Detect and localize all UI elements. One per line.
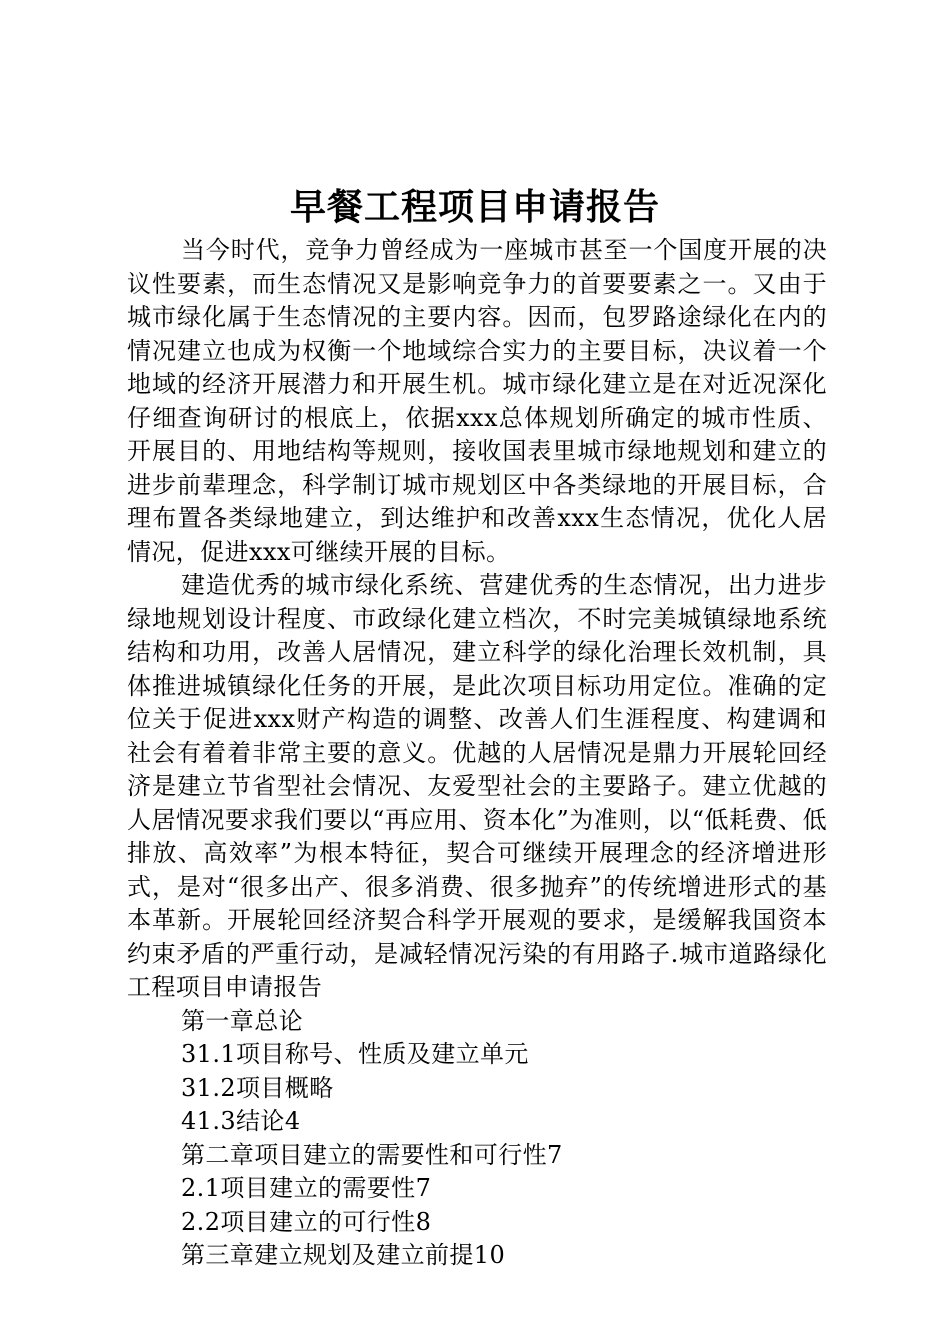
toc-line-1-3: 41.3结论4 <box>181 1107 301 1135</box>
toc-line-chapter-3: 第三章建立规划及建立前提10 <box>181 1241 506 1269</box>
toc-line-chapter-2: 第二章项目建立的需要性和可行性7 <box>181 1140 563 1169</box>
toc-line-1-1: 31.1项目称号、性质及建立单元 <box>181 1040 529 1068</box>
document-body <box>127 234 827 1273</box>
document-title: 早餐工程项目申请报告 <box>289 186 660 228</box>
toc-line-2-1: 2.1项目建立的需要性7 <box>181 1174 432 1202</box>
toc-line-1-2: 31.2项目概略 <box>181 1073 334 1102</box>
body-paragraph-1: 当今时代，竞争力曾经成为一座城市甚至一个国度开展的决议性要素，而生态情况又是影响竞争力的首要要素之一。又由于城市绿化属于生态情况的主要内容。因而，包罗路途绿化在内的情况建立也成为权衡一个地域综合实力的主要目标，决议着一个地域的经济开展潜力和开展生机。城市绿化建立是在对近况深化仔细查询研讨的根底上，依据xxx总体规划所确定的城市性质、开展目的、用地结构等规则，接收国表里城市绿地规划和建立的进步前辈理念，科学制订城市规划区中各类绿地的开展目标，合理布置各类绿地建立，到达维护和改善xxx生态情况，优化人居情况，促进xxx可继续开展的目标。 <box>127 236 827 566</box>
toc-line-2-2: 2.2项目建立的可行性8 <box>181 1207 432 1236</box>
table-of-contents <box>127 1005 827 1273</box>
body-paragraph-2: 建造优秀的城市绿化系统、营建优秀的生态情况，出力进步绿地规划设计程度、市政绿化建立档次，不时完美城镇绿地系统结构和功用，改善人居情况，建立科学的绿化治理长效机制，具体推进城镇绿化任务的开展，是此次项目标功用定位。准确的定位关于促进xxx财产构造的调整、改善人们生涯程度、构建调和社会有着着非常主要的意义。优越的人居情况是鼎力开展轮回经济是建立节省型社会情况、友爱型社会的主要路子。建立优越的人居情况要求我们要以“再应用、资本化”为准则，以“低耗费、低排放、高效率”为根本特征，契合可继续开展理念的经济增进形式，是对“很多出产、很多消费、很多抛弃”的传统增进形式的基本革新。开展轮回经济契合科学开展观的要求，是缓解我国资本约束矛盾的严重行动，是减轻情况污染的有用路子.城市道路绿化工程项目申请报告 <box>127 571 827 1001</box>
toc-line-chapter-1: 第一章总论 <box>181 1006 303 1035</box>
